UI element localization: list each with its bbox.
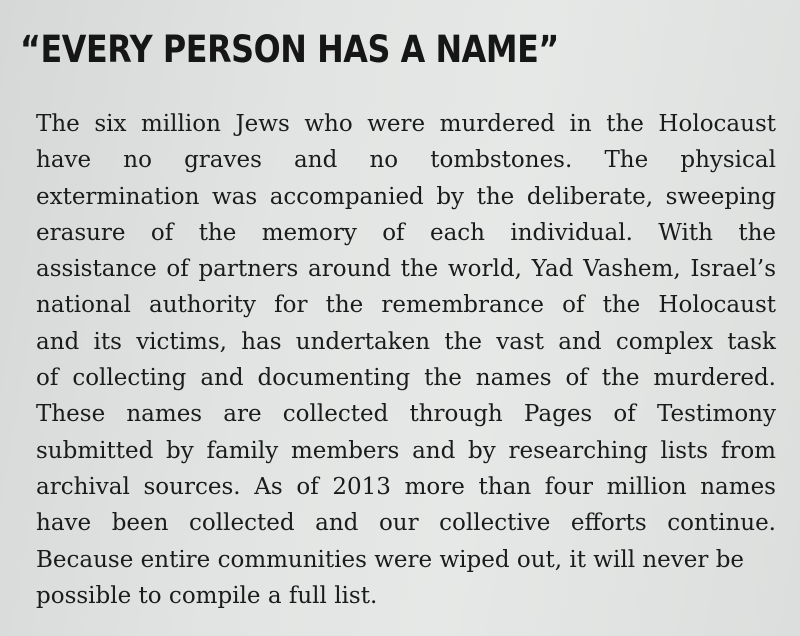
panel-paragraph <box>36 106 776 614</box>
paragraph-line: have no graves and no tombstones. The physical <box>36 147 776 174</box>
paragraph-line: erasure of the memory of each individual. With the <box>36 219 776 246</box>
paragraph-line: assistance of partners around the world, Yad Vashem, Israel’s <box>36 256 776 283</box>
paragraph-line: possible to compile a full list. <box>36 582 378 609</box>
paragraph-line: Because entire communities were wiped out, it will never be <box>36 546 745 573</box>
paragraph-line: and its victims, has undertaken the vast and complex task <box>36 328 776 355</box>
paragraph-line: submitted by family members and by researching lists from <box>36 437 776 464</box>
paragraph-line: national authority for the remembrance of the Holocaust <box>36 292 776 319</box>
paragraph-line: These names are collected through Pages of Testimony <box>36 401 776 428</box>
panel-title: “EVERY PERSON HAS A NAME” <box>20 28 559 71</box>
paragraph-line: of collecting and documenting the names of the murdered. <box>36 365 776 392</box>
paragraph-line: archival sources. As of 2013 more than four million names <box>36 473 776 500</box>
paragraph-line: The six million Jews who were murdered in the Holocaust <box>36 111 776 137</box>
paragraph-line: have been collected and our collective efforts continue. <box>36 510 776 537</box>
paragraph-line: extermination was accompanied by the deliberate, sweeping <box>36 183 776 210</box>
